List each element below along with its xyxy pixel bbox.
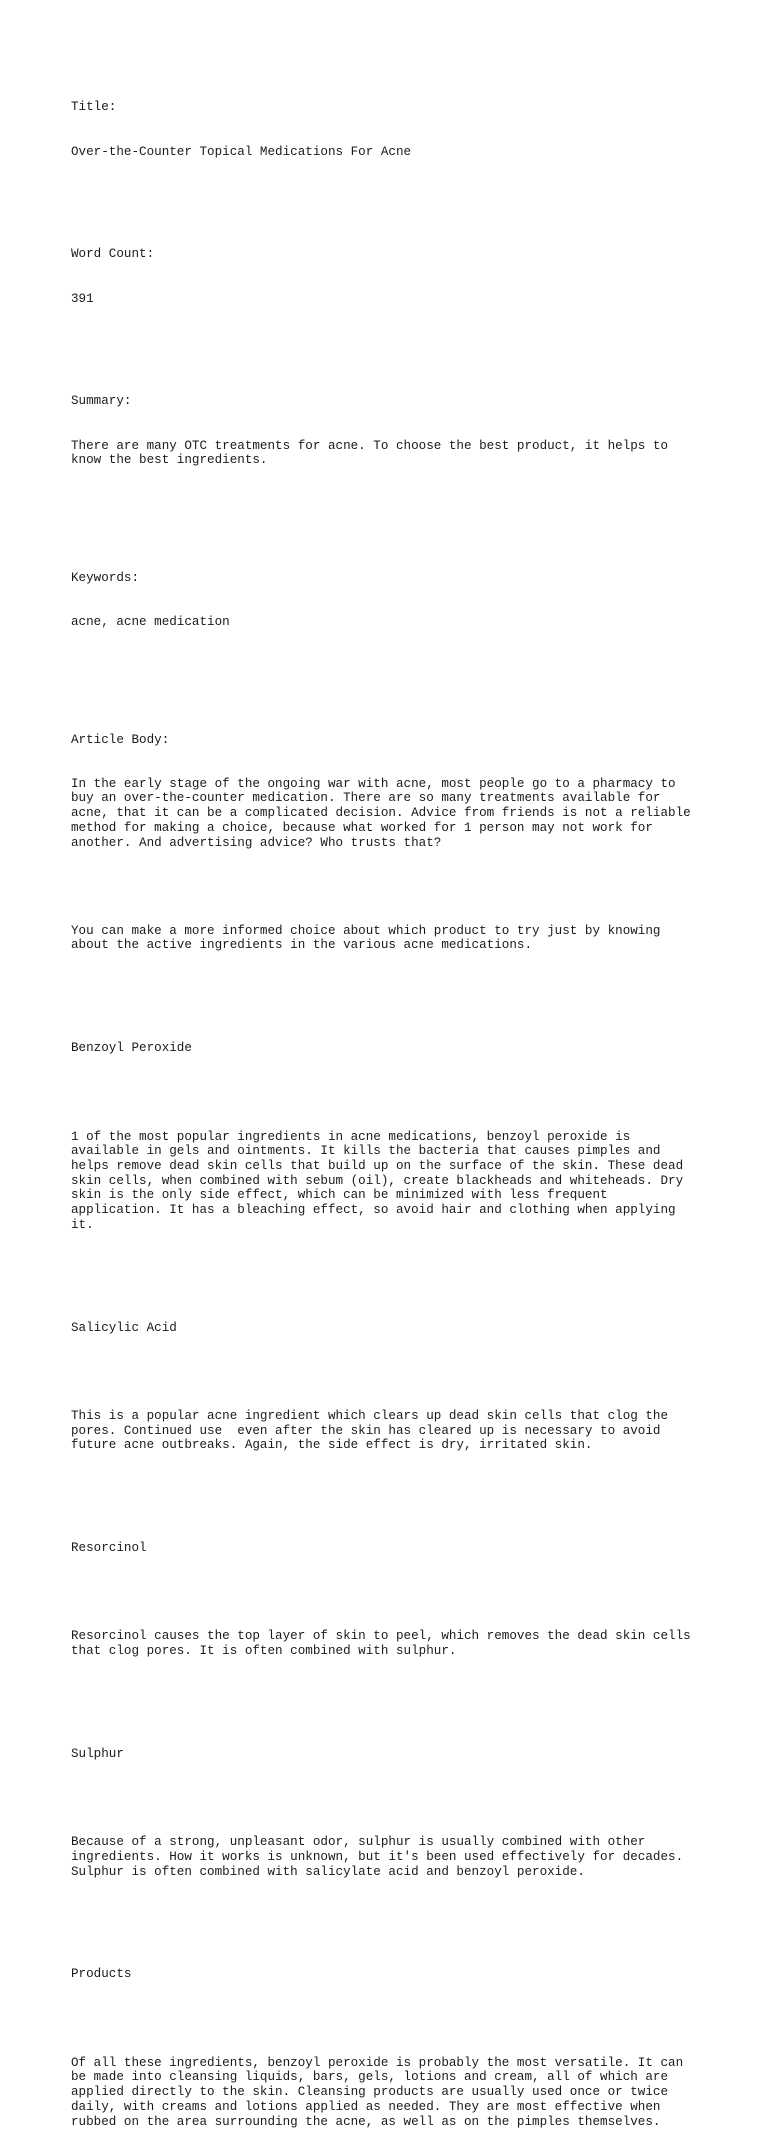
section-paragraph-benzoyl-peroxide: 1 of the most popular ingredients in acne medications, benzoyl peroxide is available in gels and ointments. It kills the bacteria that causes pimples and helps remove dead skin cells that build up on the surface of the skin. These dead skin cells, when combined with sebum (oil), create blackheads and whiteheads. Dry skin is the only side effect, which can be minimized with less frequent application. It has a bleaching effect, so avoid hair and clothing when applying it. — [71, 1129, 684, 1232]
word-count-value: 391 — [71, 291, 94, 306]
body-paragraph-choice: You can make a more informed choice about which product to try just by knowing about the active ingredients in the various acne medications. — [71, 923, 661, 953]
document-page — [71, 71, 711, 2144]
section-heading-sulphur: Sulphur — [71, 1746, 124, 1761]
keywords-label: Keywords: — [71, 570, 140, 585]
section-heading-products: Products — [71, 1967, 132, 1982]
body-paragraph-intro: In the early stage of the ongoing war with acne, most people go to a pharmacy to buy an over-the-counter medication. There are so many treatments available for acne, that it can be a complicated decision. Advice from friends is not a reliable method for making a choice, because what worked for 1 person may not work for another. And advertising advice? Who trusts that? — [71, 776, 691, 850]
title-label: Title: — [71, 100, 117, 115]
section-paragraph-products: Of all these ingredients, benzoyl peroxide is probably the most versatile. It can be made into cleansing liquids, bars, gels, lotions and cream, all of which are applied directly to the skin. Cleansing products are usually used once or twice daily, with creams and lotions applied as needed. They are most effective when rubbed on the area surrounding the acne, as well as on the pimples themselves. — [71, 2055, 684, 2129]
word-count-label: Word Count: — [71, 247, 155, 262]
article-body-label: Article Body: — [71, 732, 170, 747]
section-paragraph-resorcinol: Resorcinol causes the top layer of skin to peel, which removes the dead skin cells that clog pores. It is often combined with sulphur. — [71, 1629, 691, 1659]
summary-label: Summary: — [71, 394, 132, 409]
keywords-text: acne, acne medication — [71, 614, 230, 629]
section-heading-salicylic-acid: Salicylic Acid — [71, 1320, 177, 1335]
section-heading-resorcinol: Resorcinol — [71, 1541, 147, 1556]
document-title: Over-the-Counter Topical Medications For Acne — [71, 144, 412, 159]
section-paragraph-sulphur: Because of a strong, unpleasant odor, sulphur is usually combined with other ingredients. How it works is unknown, but it's been used effectively for decades. Sulphur is often combined with salicylate acid and benzoyl peroxide. — [71, 1835, 684, 1879]
section-paragraph-salicylic-acid: This is a popular acne ingredient which clears up dead skin cells that clog the pores. Continued use even after the skin has cleared up is necessary to avoid future acne outbreaks. Again, the side effect is dry, irritated skin. — [71, 1408, 669, 1453]
section-heading-benzoyl-peroxide: Benzoyl Peroxide — [71, 1041, 192, 1056]
summary-text: There are many OTC treatments for acne. To choose the best product, it helps to know the best ingredients. — [71, 438, 669, 468]
